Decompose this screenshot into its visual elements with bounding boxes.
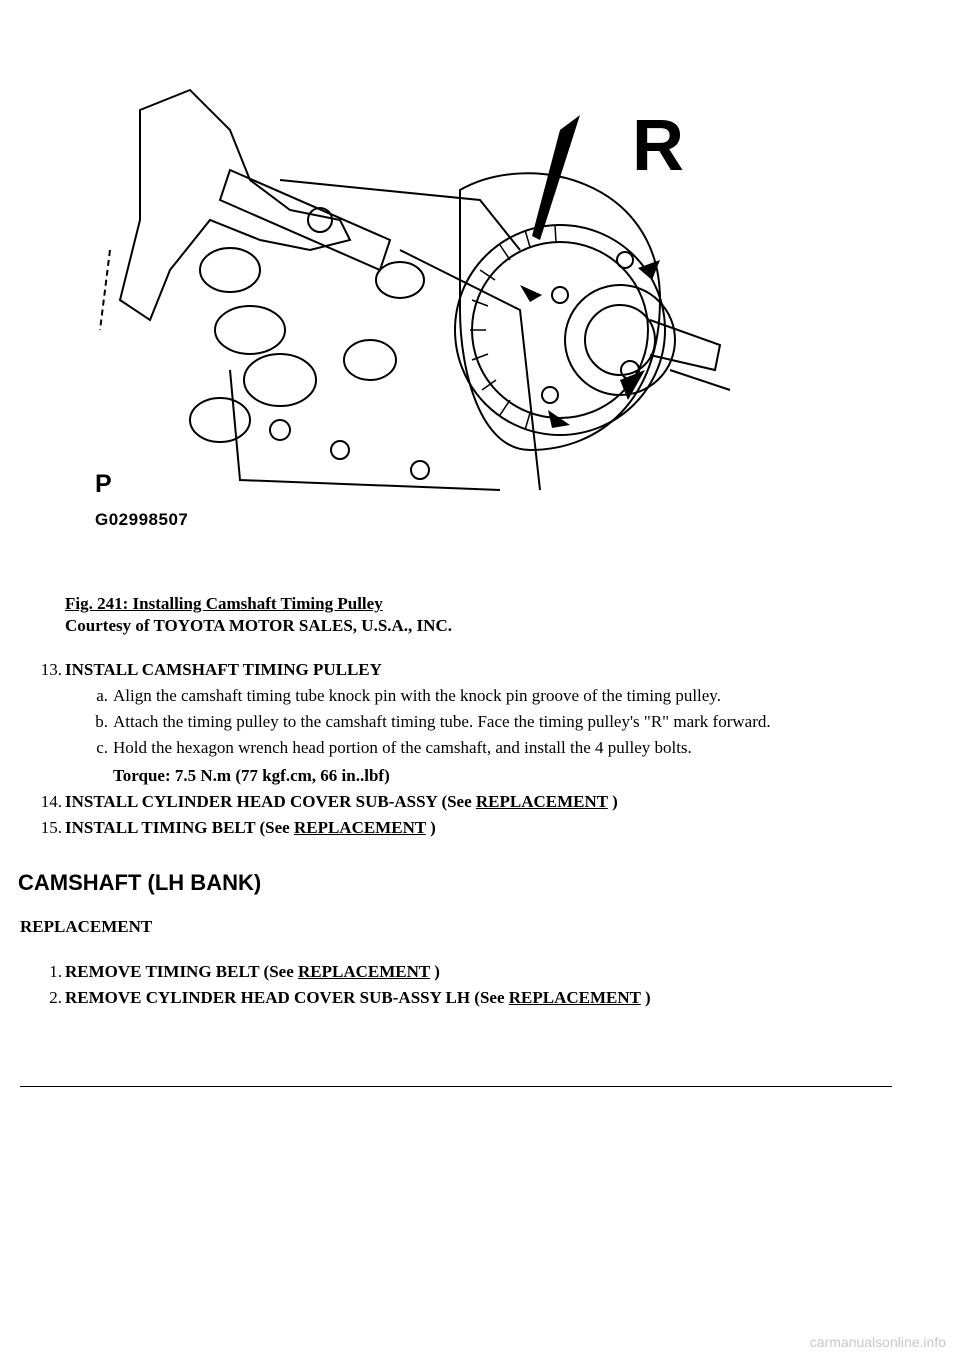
step-title <box>65 961 440 983</box>
replacement-link[interactable]: REPLACEMENT <box>508 988 641 1007</box>
step-number: 14. <box>40 792 62 811</box>
substep-b <box>20 711 940 737</box>
step-title <box>65 791 618 813</box>
step-title-text: REMOVE TIMING BELT (See <box>65 962 299 981</box>
step-suffix: ) <box>425 818 436 837</box>
step-suffix: ) <box>607 792 618 811</box>
substep-letter: a. <box>96 686 108 705</box>
step-1 <box>20 961 940 987</box>
r-mark-label: R <box>632 106 684 186</box>
step-title: INSTALL CAMSHAFT TIMING PULLEY <box>65 660 382 679</box>
step-title-text: INSTALL TIMING BELT (See <box>65 818 294 837</box>
substep-letter: c. <box>96 738 108 757</box>
torque-text: Torque: 7.5 N.m (77 kgf.cm, 66 in..lbf) <box>113 766 390 785</box>
step-title-text: REMOVE CYLINDER HEAD COVER SUB-ASSY LH (See <box>65 988 509 1007</box>
substep-text: Attach the timing pulley to the camshaft timing tube. Face the timing pulley's "R" mark forward. <box>113 712 771 731</box>
step-number: 1. <box>49 962 62 981</box>
step-title <box>65 817 436 839</box>
replacement-link[interactable]: REPLACEMENT <box>293 818 426 837</box>
step-15 <box>20 817 940 843</box>
substep-letter: b. <box>95 712 108 731</box>
step-suffix: ) <box>429 962 440 981</box>
figure-view-label: P <box>95 470 112 498</box>
site-watermark: carmanualsonline.info <box>809 1334 946 1350</box>
substep-text: Align the camshaft timing tube knock pin with the knock pin groove of the timing pulley. <box>113 686 721 705</box>
step-2 <box>20 987 940 1013</box>
figure-code: G02998507 <box>95 510 189 529</box>
replacement-link[interactable]: REPLACEMENT <box>298 962 430 981</box>
substep-text: Hold the hexagon wrench head portion of the camshaft, and install the 4 pulley bolts. <box>113 738 692 757</box>
procedure-steps <box>20 659 940 843</box>
caption-title-link[interactable]: Fig. 241: Installing Camshaft Timing Pulley <box>65 594 383 613</box>
substep-a <box>20 685 940 711</box>
section-heading: CAMSHAFT (LH BANK) <box>18 870 262 895</box>
step-14 <box>20 791 940 817</box>
step-number: 15. <box>40 818 62 837</box>
replacement-link[interactable]: REPLACEMENT <box>475 792 608 811</box>
step-13 <box>20 659 940 685</box>
substep-c <box>20 737 940 763</box>
camshaft-pulley-illustration <box>80 70 740 540</box>
step-title-text: INSTALL CYLINDER HEAD COVER SUB-ASSY (See <box>65 792 476 811</box>
torque-spec <box>20 763 940 791</box>
illustration-drawing <box>80 70 740 540</box>
subsection-heading: REPLACEMENT <box>20 917 153 936</box>
caption-courtesy: Courtesy of TOYOTA MOTOR SALES, U.S.A., INC. <box>65 616 452 635</box>
step-number: 2. <box>49 988 62 1007</box>
page-divider <box>20 1086 892 1087</box>
step-number: 13. <box>40 660 62 679</box>
step-title <box>65 987 651 1009</box>
replacement-steps <box>20 961 940 1013</box>
step-suffix: ) <box>640 988 651 1007</box>
figure-caption <box>65 593 452 637</box>
